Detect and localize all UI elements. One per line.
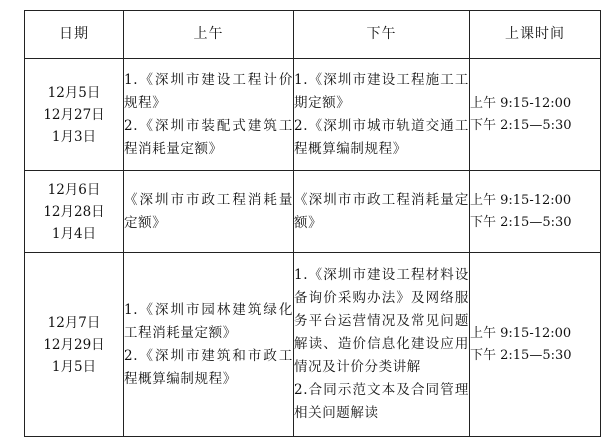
date-text: 12月27日 — [43, 106, 105, 123]
date-cell — [25, 59, 124, 171]
afternoon-cell — [294, 171, 470, 253]
course-item: 1.《深圳市建设工程材料设备询价采购办法》及网络服务平台运营情况及常见问题解读、造价信息化建设应用情况及计价分类讲解 — [294, 267, 469, 375]
time-text: 下午 2:15—5:30 — [470, 347, 572, 363]
date-text: 12月6日 — [47, 181, 101, 198]
time-text: 上午 9:15-12:00 — [470, 192, 572, 208]
course-item: 1.《深圳市园林建筑绿化工程消耗量定额》 — [124, 301, 293, 341]
class-time-cell — [470, 253, 601, 437]
course-item: 2.合同示范文本及合同管理相关问题解读 — [294, 382, 469, 421]
time-text: 上午 9:15-12:00 — [470, 95, 572, 111]
time-text: 下午 2:15—5:30 — [470, 214, 572, 230]
afternoon-cell — [294, 59, 470, 171]
course-item: 《深圳市市政工程消耗量定额》 — [124, 191, 293, 231]
course-item: 《深圳市市政工程消耗量定额》 — [294, 191, 469, 231]
course-item: 2.《深圳市建筑和市政工程概算编制规程》 — [124, 347, 293, 387]
class-time-cell — [470, 171, 601, 253]
date-cell — [25, 171, 124, 253]
table-header-row — [25, 11, 601, 59]
class-time-cell — [470, 59, 601, 171]
date-cell — [25, 253, 124, 437]
table-row — [25, 253, 601, 437]
course-item: 1.《深圳市建设工程施工工期定额》 — [294, 71, 469, 111]
morning-cell — [124, 171, 294, 253]
time-text: 下午 2:15—5:30 — [470, 117, 572, 133]
date-text: 12月7日 — [47, 314, 101, 331]
course-item: 1.《深圳市建设工程计价规程》 — [124, 71, 293, 111]
table-row — [25, 59, 601, 171]
course-item: 2.《深圳市城市轨道交通工程概算编制规程》 — [294, 117, 469, 157]
header-morning: 上午 — [124, 11, 294, 59]
time-text: 上午 9:15-12:00 — [470, 325, 572, 341]
morning-cell — [124, 253, 294, 437]
date-text: 1月5日 — [51, 358, 97, 375]
date-text: 12月28日 — [43, 203, 105, 220]
table-row — [25, 171, 601, 253]
date-text: 12月5日 — [47, 84, 101, 101]
course-item: 2.《深圳市装配式建筑工程消耗量定额》 — [124, 117, 293, 157]
date-text: 1月4日 — [51, 225, 97, 242]
afternoon-cell — [294, 253, 470, 437]
header-date: 日期 — [25, 11, 124, 59]
morning-cell — [124, 59, 294, 171]
date-text: 1月3日 — [51, 128, 97, 145]
date-text: 12月29日 — [43, 336, 105, 353]
training-schedule-table — [24, 10, 601, 437]
header-afternoon: 下午 — [294, 11, 470, 59]
header-class-time: 上课时间 — [470, 11, 601, 59]
